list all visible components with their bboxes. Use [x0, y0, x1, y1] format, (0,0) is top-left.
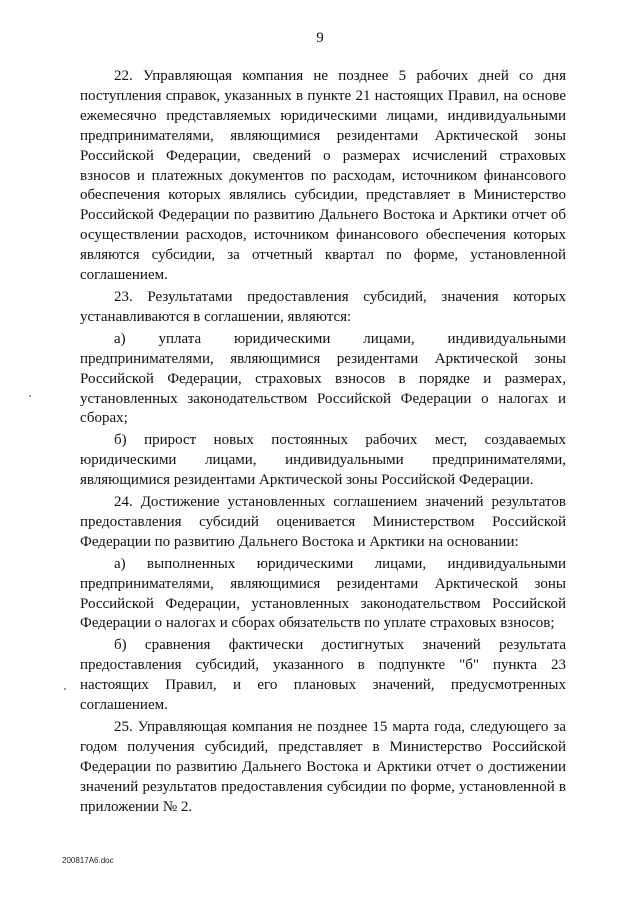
scan-speck — [64, 688, 66, 690]
paragraph-23-b: б) прирост новых постоянных рабочих мест, создаваемых юридическими лицами, индивидуальными предпринимателями, являющимися резидентами Арктической зоны Российской Федерации. — [80, 432, 566, 489]
page-number: 9 — [316, 30, 324, 46]
paragraph-25: 25. Управляющая компания не позднее 15 марта года, следующего за годом получения субсидий, представляет в Министерство Российской Федерации по развитию Дальнего Востока и Арктики отчет о достижении значений результатов предоставления субсидии по форме, установленной в приложении № 2. — [80, 719, 566, 815]
footer-document-code: 200817A6.doc — [62, 856, 114, 865]
paragraph-24: 24. Достижение установленных соглашением значений результатов предоставления субсидий оценивается Министерством Российской Федерации по развитию Дальнего Востока и Арктики на основании: — [80, 494, 566, 550]
paragraph-24-b: б) сравнения фактически достигнутых значений результата предоставления субсидий, указанного в подпункте "б" пункта 23 настоящих Правил, и его плановых значений, предусмотренных соглашением. — [80, 637, 566, 714]
scan-speck — [29, 395, 31, 397]
paragraph-24-a: а) выполненных юридическими лицами, индивидуальными предпринимателями, являющимися резидентами Арктической зоны Российской Федерации, установленных законодательством Российской Федерации о налогах и сборах обязательств по уплате страховых взносов; — [80, 555, 566, 632]
document-body — [80, 67, 566, 820]
paragraph-23: 23. Результатами предоставления субсидий, значения которых устанавливаются в соглашении, являются: — [80, 288, 566, 325]
paragraph-23-a: а) уплата юридическими лицами, индивидуальными предпринимателями, являющимися резидентами Арктической зоны Российской Федерации, страховых взносов в порядке и размерах, установленных законодательством Российской Федерации о налогах и сборах; — [80, 330, 566, 427]
paragraph-22: 22. Управляющая компания не позднее 5 рабочих дней со дня поступления справок, указанных в пункте 21 настоящих Правил, на основе ежемесячно представляемых юридическими лицами, индивидуальными предпринимателями, являющимися резидентами Арктической зоны Российской Федерации, сведений о размерах исчислений страховых взносов и платежных документов по расходам, источником финансового обеспечения которых являлись субсидии, представляет в Министерство Российской Федерации по развитию Дальнего Востока и Арктики отчет об осуществлении расходов, источником финансового обеспечения которых являются субсидии, за отчетный квартал по форме, установленной соглашением. — [80, 68, 566, 284]
